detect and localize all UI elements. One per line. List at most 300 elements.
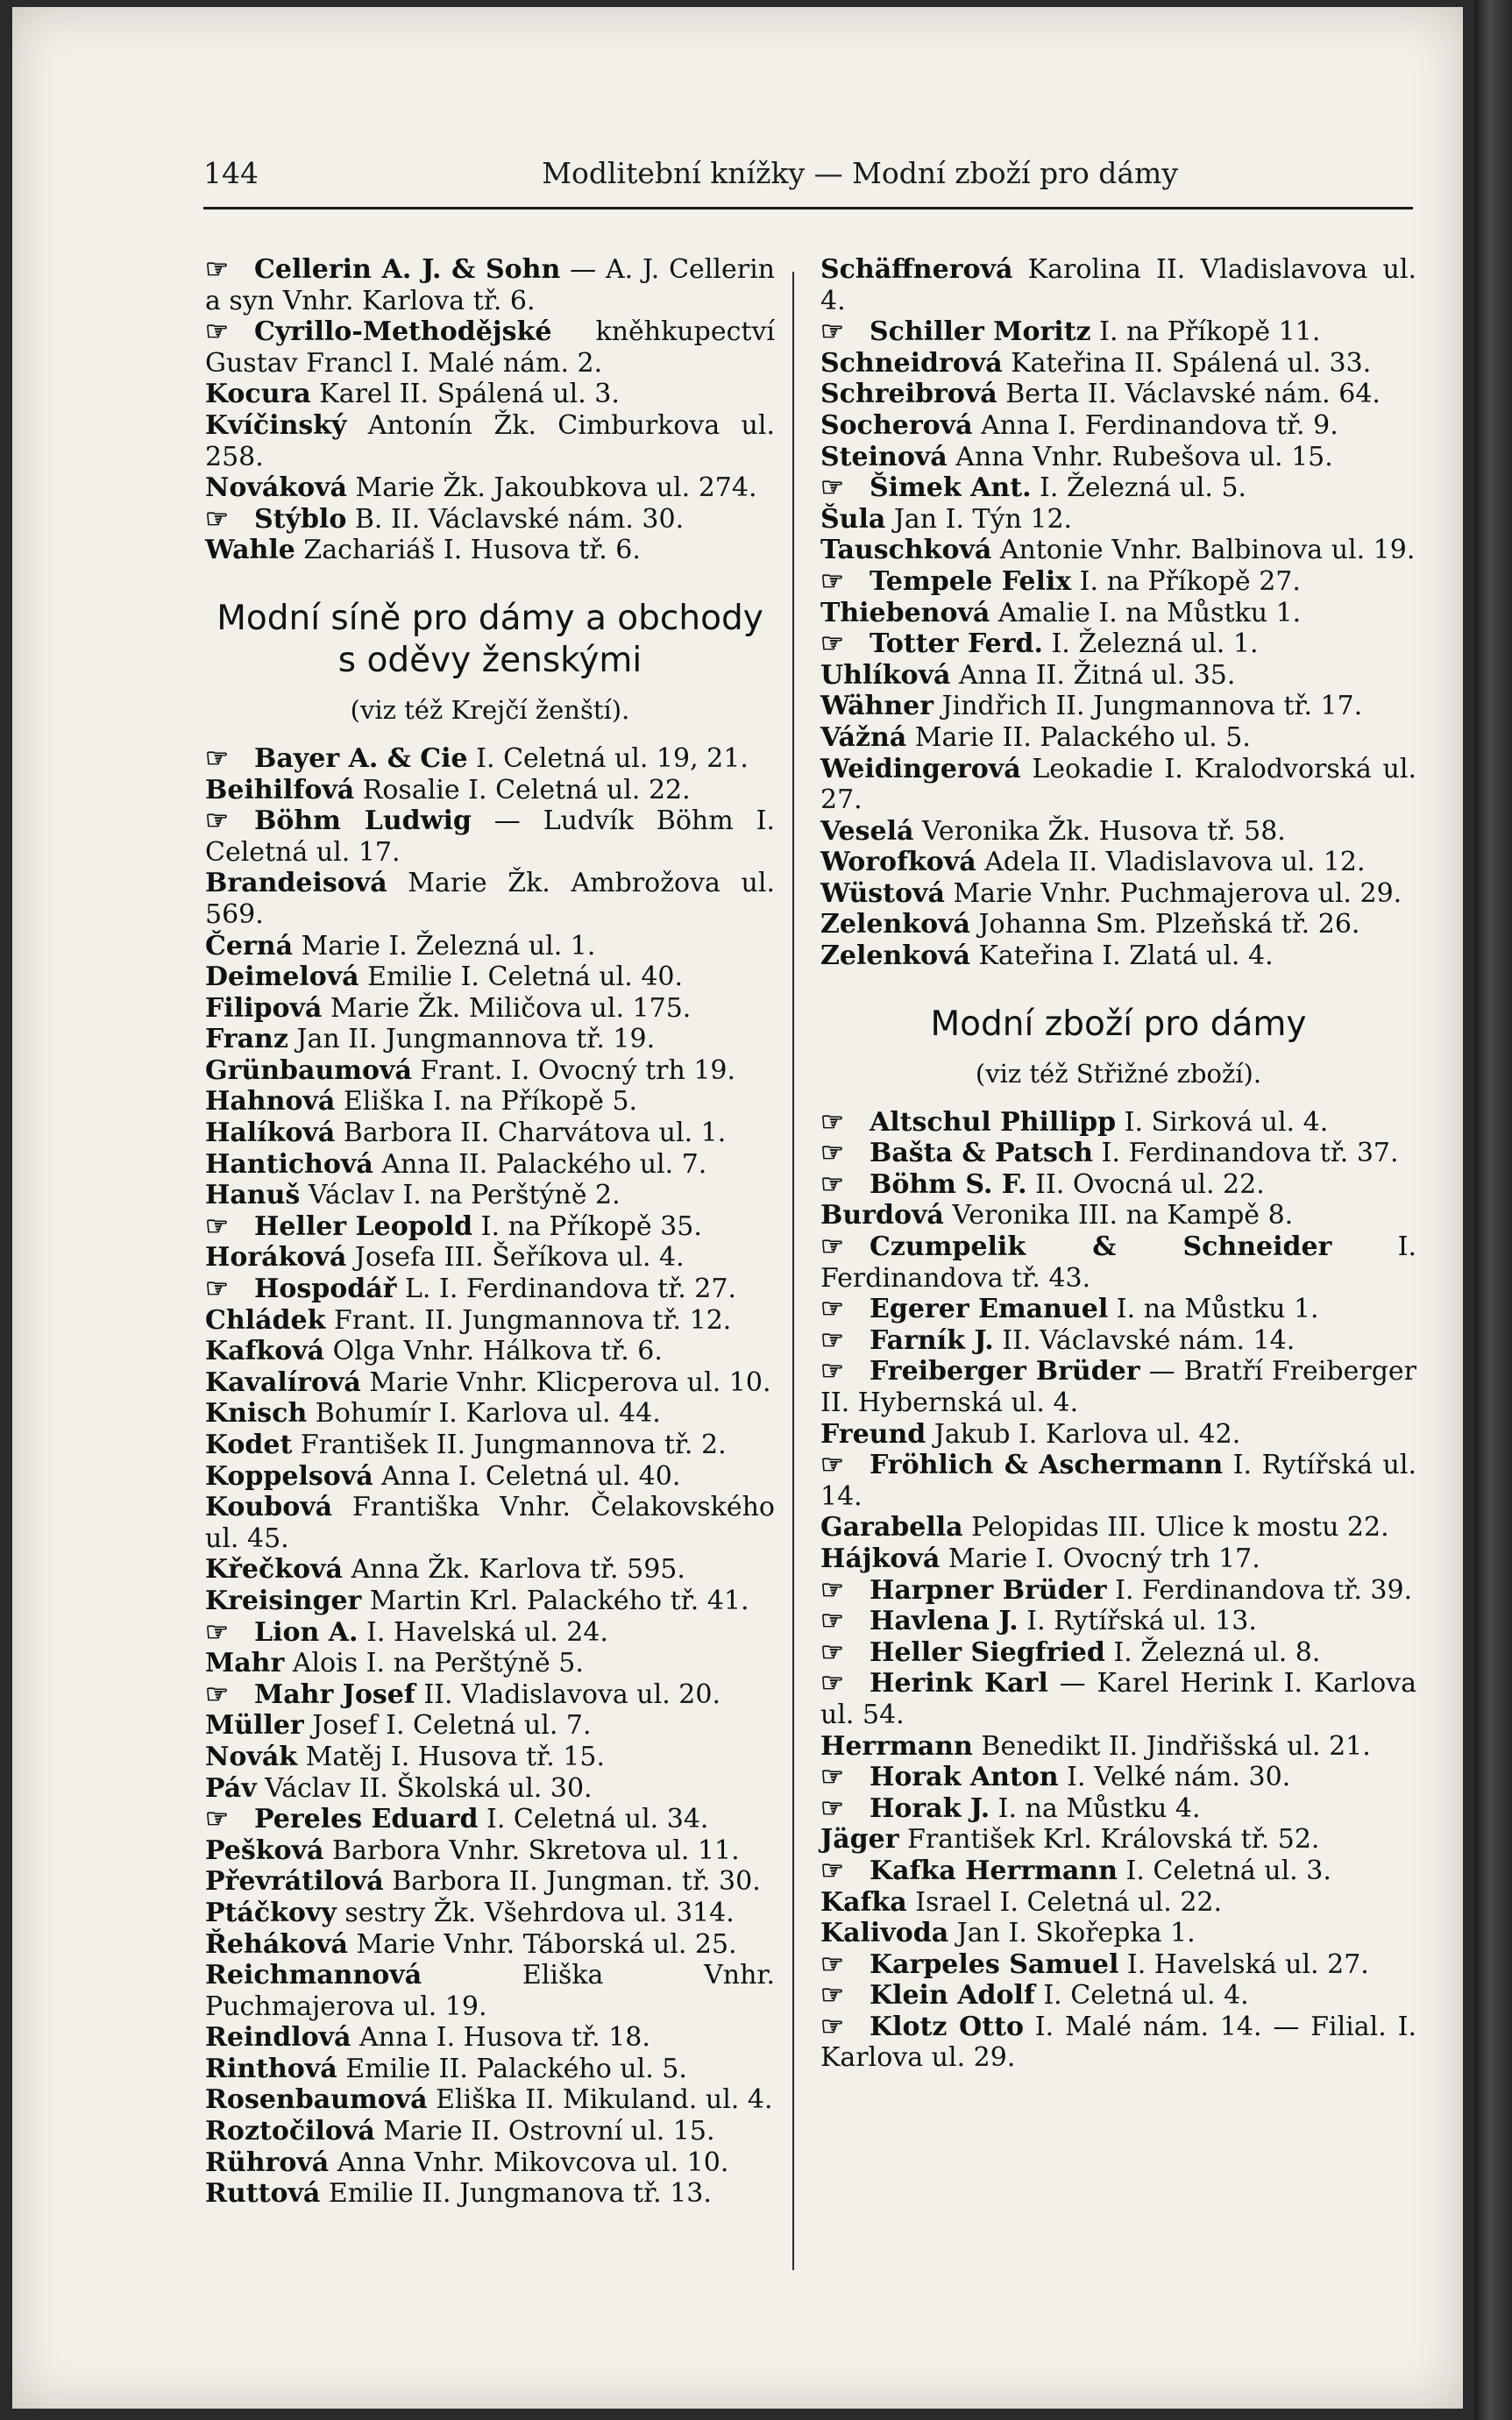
entry-address: Marie II. Ostrovní ul. 15. xyxy=(374,2116,715,2147)
entry-name: Grünbaumová xyxy=(205,1054,412,1086)
directory-entry xyxy=(820,1356,1416,1418)
pointing-hand-icon: ☞ xyxy=(820,1948,841,1980)
entry-name: Bayer A. & Cie xyxy=(254,742,468,774)
entry-address: Berta II. Václavské nám. 64. xyxy=(997,379,1381,410)
entry-address: I. Velké nám. 30. xyxy=(1058,1762,1291,1793)
entry-name: Kafka xyxy=(820,1886,907,1918)
entry-name: Horak J. xyxy=(870,1792,990,1824)
directory-entry xyxy=(205,1461,775,1493)
entry-address: I. Celetná ul. 4. xyxy=(1034,1980,1249,2012)
entry-name: Klotz Otto xyxy=(870,2011,1024,2042)
entry-name: Uhlíková xyxy=(820,659,951,691)
directory-entry xyxy=(820,1949,1416,1981)
entry-name: Müller xyxy=(205,1710,304,1742)
section-subtitle-fashion-salons: (viz též Krejčí ženští). xyxy=(350,694,630,725)
directory-entry xyxy=(820,1294,1416,1325)
entry-name: Schäffnerová xyxy=(820,254,1013,285)
pointing-hand-icon: ☞ xyxy=(205,1804,226,1835)
entry-address: I. Železná ul. 5. xyxy=(1031,472,1247,504)
directory-entry xyxy=(205,2054,775,2085)
entry-address: I. na Příkopě 11. xyxy=(1090,316,1321,348)
entry-address: Bohumír I. Karlova ul. 44. xyxy=(307,1398,661,1430)
entry-address: Pelopidas III. Ulice k mostu 22. xyxy=(962,1512,1389,1544)
pointing-hand-icon: ☞ xyxy=(820,628,841,660)
entry-address: Johanna Sm. Plzeňská tř. 26. xyxy=(969,909,1360,940)
directory-entry xyxy=(205,1274,775,1305)
entry-name: Freiberger Brüder xyxy=(870,1356,1140,1387)
directory-entry xyxy=(820,1980,1416,2012)
entry-name: Kafka Herrmann xyxy=(870,1855,1118,1886)
directory-entry xyxy=(205,1773,775,1805)
directory-entry xyxy=(205,1398,775,1430)
header-rule xyxy=(203,207,1413,209)
pointing-hand-icon: ☞ xyxy=(820,1168,841,1200)
pointing-hand-icon: ☞ xyxy=(820,1668,841,1700)
directory-entry xyxy=(820,1169,1416,1201)
entry-address: Eliška II. Mikuland. ul. 4. xyxy=(427,2084,773,2116)
directory-entry xyxy=(205,1055,775,1087)
directory-entry xyxy=(820,1107,1416,1139)
entry-address: Jan I. Týn 12. xyxy=(885,503,1073,535)
column-divider xyxy=(792,272,794,2270)
entry-address: — Ludvík Böhm I. Celetná ul. 17. xyxy=(205,805,775,868)
entry-address: Benedikt II. Jindřišská ul. 21. xyxy=(972,1730,1371,1762)
entry-address: Josefa III. Šeříkova ul. 4. xyxy=(346,1242,685,1274)
directory-entry xyxy=(205,1430,775,1461)
entry-name: Fröhlich & Aschermann xyxy=(870,1450,1224,1481)
entry-address: L. I. Ferdinandova tř. 27. xyxy=(396,1274,737,1305)
page-number: 144 xyxy=(203,156,259,190)
pointing-hand-icon: ☞ xyxy=(820,565,841,597)
entry-name: Böhm S. F. xyxy=(870,1168,1027,1200)
directory-entry xyxy=(205,1617,775,1649)
entry-name: Kvíčinský xyxy=(205,409,347,441)
entry-address: I. Celetná ul. 34. xyxy=(478,1804,709,1835)
entry-name: Pereles Eduard xyxy=(254,1804,479,1835)
entry-name: Cellerin A. J. & Sohn xyxy=(254,254,561,285)
pointing-hand-icon: ☞ xyxy=(205,1210,226,1242)
entry-name: Vážná xyxy=(820,721,907,753)
entry-name: Knisch xyxy=(205,1398,308,1430)
pointing-hand-icon: ☞ xyxy=(820,472,841,504)
directory-entry xyxy=(820,722,1416,754)
directory-entry xyxy=(205,2147,775,2179)
directory-entry xyxy=(205,2084,775,2116)
right-entries-top xyxy=(820,254,1416,972)
entry-address: Olga Vnhr. Hálkova tř. 6. xyxy=(324,1336,663,1367)
entry-name: Kocura xyxy=(205,379,311,410)
entry-name: Zelenková xyxy=(820,940,970,972)
directory-entry xyxy=(205,962,775,993)
entry-address: Emilie II. Palackého ul. 5. xyxy=(337,2053,687,2084)
entry-address: Martin Krl. Palackého tř. 41. xyxy=(361,1585,749,1616)
running-title: Modlitební knížky — Modní zboží pro dámy xyxy=(542,156,1178,190)
directory-entry xyxy=(205,743,775,775)
directory-entry xyxy=(205,1960,775,2022)
entry-name: Hospodář xyxy=(254,1274,397,1305)
directory-entry xyxy=(205,410,775,472)
entry-name: Kafková xyxy=(205,1336,325,1367)
directory-entry xyxy=(820,691,1416,722)
directory-entry xyxy=(205,1710,775,1742)
directory-entry xyxy=(205,2022,775,2054)
entry-address: Marie I. Železná ul. 1. xyxy=(293,930,596,962)
entry-address: Adela II. Vladislavova ul. 12. xyxy=(976,847,1366,878)
entry-name: Pešková xyxy=(205,1835,324,1866)
entry-name: Křečková xyxy=(205,1554,343,1586)
entry-address: I. Havelská ul. 24. xyxy=(358,1616,608,1648)
directory-entry xyxy=(820,660,1416,692)
directory-entry xyxy=(205,1211,775,1243)
directory-entry xyxy=(820,1887,1416,1919)
directory-entry xyxy=(820,1637,1416,1669)
directory-entry xyxy=(205,1118,775,1149)
entry-name: Egerer Emanuel xyxy=(870,1294,1109,1325)
entry-address: I. Celetná ul. 19, 21. xyxy=(467,742,749,774)
entry-name: Koppelsová xyxy=(205,1460,373,1492)
entry-address: Amalie I. na Můstku 1. xyxy=(990,597,1302,628)
directory-entry xyxy=(205,1648,775,1679)
directory-entry xyxy=(820,754,1416,816)
entry-address: Antonín Žk. Cimburkova ul. 258. xyxy=(205,409,775,472)
entry-name: Veselá xyxy=(820,815,914,847)
entry-address: I. Malé nám. 14. — Filial. I. Karlova ul. 29. xyxy=(820,2011,1416,2074)
entry-name: Czumpelik & Schneider xyxy=(870,1231,1332,1263)
entry-name: Garabella xyxy=(820,1512,963,1544)
entry-name: Filipová xyxy=(205,992,323,1024)
entry-name: Reichmannová xyxy=(205,1960,422,1991)
entry-name: Klein Adolf xyxy=(870,1980,1035,2012)
pointing-hand-icon: ☞ xyxy=(205,316,226,348)
entry-address: I. Ferdinandova tř. 37. xyxy=(1092,1138,1399,1169)
directory-entry xyxy=(820,1856,1416,1887)
directory-entry xyxy=(820,1668,1416,1730)
entry-name: Horak Anton xyxy=(870,1762,1059,1793)
entry-address: — Karel Herink I. Karlova ul. 54. xyxy=(820,1668,1416,1730)
entry-address: Barbora Vnhr. Skretova ul. 11. xyxy=(323,1835,740,1866)
right-column xyxy=(820,254,1416,2074)
directory-entry xyxy=(820,254,1416,316)
entry-address: František Krl. Královská tř. 52. xyxy=(898,1824,1320,1856)
directory-entry xyxy=(820,909,1416,940)
directory-entry xyxy=(205,504,775,536)
entry-name: Worofková xyxy=(820,847,976,878)
directory-entry xyxy=(205,1086,775,1118)
entry-address: I. Rytířská ul. 13. xyxy=(1018,1606,1257,1637)
left-column xyxy=(205,254,775,2210)
entry-name: Chládek xyxy=(205,1304,326,1336)
entry-address: Anna Vnhr. Mikovcova ul. 10. xyxy=(329,2147,729,2178)
left-entries xyxy=(205,743,775,2210)
directory-entry xyxy=(205,254,775,316)
pointing-hand-icon: ☞ xyxy=(820,1138,841,1169)
entry-name: Franz xyxy=(205,1024,288,1055)
entry-name: Herrmann xyxy=(820,1730,973,1762)
entry-address: Jan II. Jungmannova tř. 19. xyxy=(287,1024,656,1055)
entry-address: Anna Žk. Karlova tř. 595. xyxy=(342,1554,685,1586)
entry-name: Socherová xyxy=(820,409,973,441)
entry-address: Anna I. Husova tř. 18. xyxy=(351,2022,650,2054)
directory-entry xyxy=(205,1024,775,1055)
entry-name: Rührová xyxy=(205,2147,330,2178)
entry-address: II. Vladislavova ul. 20. xyxy=(415,1678,721,1710)
entry-name: Jäger xyxy=(820,1824,899,1856)
right-entries xyxy=(820,1107,1416,2074)
entry-address: Zachariáš I. Husova tř. 6. xyxy=(295,535,641,566)
entry-name: Hanuš xyxy=(205,1180,301,1211)
pointing-hand-icon: ☞ xyxy=(820,1762,841,1793)
pointing-hand-icon: ☞ xyxy=(820,1231,841,1263)
entry-name: Deimelová xyxy=(205,962,359,993)
entry-name: Hájková xyxy=(820,1543,941,1574)
directory-entry xyxy=(205,868,775,930)
entry-name: Černá xyxy=(205,930,294,962)
entry-address: B. II. Václavské nám. 30. xyxy=(346,503,685,535)
pointing-hand-icon: ☞ xyxy=(820,1606,841,1637)
entry-name: Tempele Felix xyxy=(870,565,1072,597)
entry-address: Eliška Vnhr. Puchmajerova ul. 19. xyxy=(205,1960,775,2022)
directory-entry xyxy=(205,1367,775,1399)
directory-entry xyxy=(820,1731,1416,1763)
pointing-hand-icon: ☞ xyxy=(820,1574,841,1606)
directory-entry xyxy=(820,442,1416,473)
pointing-hand-icon: ☞ xyxy=(820,316,841,348)
pointing-hand-icon: ☞ xyxy=(205,1678,226,1710)
directory-entry xyxy=(820,316,1416,348)
entry-name: Cyrillo-Methodějské xyxy=(254,316,552,348)
entry-name: Heller Siegfried xyxy=(870,1636,1105,1668)
directory-entry xyxy=(820,1606,1416,1637)
entry-address: Marie Vnhr. Klicperova ul. 10. xyxy=(360,1366,771,1398)
directory-entry xyxy=(820,1138,1416,1169)
pointing-hand-icon: ☞ xyxy=(205,1616,226,1648)
entry-address: Frant. II. Jungmannova tř. 12. xyxy=(325,1304,732,1336)
entry-name: Horáková xyxy=(205,1242,347,1274)
entry-name: Böhm Ludwig xyxy=(254,805,472,837)
entry-name: Kalivoda xyxy=(820,1918,949,1949)
entry-name: Mahr Josef xyxy=(254,1678,415,1710)
entry-address: Anna I. Ferdinandova tř. 9. xyxy=(972,409,1338,441)
entry-name: Roztočilová xyxy=(205,2116,375,2147)
directory-entry xyxy=(820,1793,1416,1825)
directory-entry xyxy=(820,472,1416,504)
entry-name: Steinová xyxy=(820,441,948,472)
entry-name: Freund xyxy=(820,1418,926,1450)
page-edge xyxy=(1474,0,1512,2420)
entry-address: kněhkupectví Gustav Francl I. Malé nám. 2. xyxy=(205,316,775,379)
section-title-fashion-goods: Modní zboží pro dámy xyxy=(930,1004,1307,1044)
entry-name: Burdová xyxy=(820,1200,944,1231)
entry-name: Havlena J. xyxy=(870,1606,1019,1637)
directory-entry xyxy=(820,348,1416,380)
entry-name: Stýblo xyxy=(254,503,347,535)
entry-name: Koubová xyxy=(205,1492,333,1523)
entry-address: — A. J. Cellerin a syn Vnhr. Karlova tř. 6. xyxy=(205,254,775,316)
entry-address: II. Václavské nám. 14. xyxy=(993,1324,1295,1356)
directory-entry xyxy=(820,1544,1416,1575)
pointing-hand-icon: ☞ xyxy=(820,1294,841,1325)
entry-address: Anna Vnhr. Rubešova ul. 15. xyxy=(947,441,1333,472)
entry-address: I. Celetná ul. 3. xyxy=(1117,1855,1331,1886)
entry-address: Karolina II. Vladislavova ul. 4. xyxy=(820,254,1416,316)
entry-address: Josef I. Celetná ul. 7. xyxy=(303,1710,592,1742)
entry-address: Karel II. Spálená ul. 3. xyxy=(310,379,620,410)
entry-address: II. Ovocná ul. 22. xyxy=(1026,1168,1265,1200)
left-entries-top xyxy=(205,254,775,566)
directory-entry xyxy=(205,1929,775,1961)
entry-address: Anna II. Palackého ul. 7. xyxy=(373,1148,707,1180)
entry-address: Jan I. Skořepka 1. xyxy=(948,1918,1196,1949)
entry-address: I. na Můstku 4. xyxy=(990,1792,1201,1824)
pointing-hand-icon: ☞ xyxy=(205,805,226,837)
entry-address: Anna II. Žitná ul. 35. xyxy=(950,659,1236,691)
entry-name: Ptáčkovy xyxy=(205,1897,337,1928)
directory-entry xyxy=(205,1305,775,1337)
entry-address: Matěj I. Husova tř. 15. xyxy=(297,1741,605,1772)
directory-entry xyxy=(820,878,1416,910)
entry-address: I. Ferdinandova tř. 43. xyxy=(820,1231,1416,1294)
directory-entry xyxy=(820,535,1416,566)
entry-address: Františka Vnhr. Čelakovského ul. 45. xyxy=(205,1492,775,1554)
entry-address: I. na Příkopě 27. xyxy=(1071,565,1301,597)
entry-address: Emilie II. Jungmanova tř. 13. xyxy=(320,2178,712,2210)
section-title-fashion-salons: Modní síně pro dámy a obchody s oděvy ženskými xyxy=(217,598,763,680)
entry-address: Marie Vnhr. Puchmajerova ul. 29. xyxy=(944,877,1402,909)
entry-address: Barbora II. Charvátova ul. 1. xyxy=(335,1118,727,1149)
pointing-hand-icon: ☞ xyxy=(820,1324,841,1356)
directory-entry xyxy=(820,410,1416,442)
entry-name: Kodet xyxy=(205,1430,293,1460)
entry-name: Farník J. xyxy=(870,1324,994,1356)
entry-name: Šimek Ant. xyxy=(870,472,1032,504)
entry-address: I. Železná ul. 8. xyxy=(1104,1636,1321,1668)
directory-entry xyxy=(820,1325,1416,1357)
entry-address: I. Sirková ul. 4. xyxy=(1116,1106,1329,1138)
entry-address: Veronika Žk. Husova tř. 58. xyxy=(913,815,1286,847)
book-page xyxy=(12,7,1463,2409)
entry-name: Kreisinger xyxy=(205,1585,362,1616)
entry-address: Kateřina I. Zlatá ul. 4. xyxy=(969,940,1274,972)
entry-address: Leokadie I. Kralodvorská ul. 27. xyxy=(820,753,1416,816)
entry-address: Anna I. Celetná ul. 40. xyxy=(373,1460,681,1492)
directory-entry xyxy=(205,1866,775,1898)
entry-name: Reindlová xyxy=(205,2022,351,2054)
entry-name: Halíková xyxy=(205,1118,336,1149)
directory-entry xyxy=(820,847,1416,878)
entry-name: Beihilfová xyxy=(205,774,355,805)
directory-entry xyxy=(205,1679,775,1711)
directory-entry xyxy=(205,316,775,379)
entry-name: Karpeles Samuel xyxy=(870,1948,1119,1980)
entry-name: Wüstová xyxy=(820,877,945,909)
directory-entry xyxy=(205,379,775,410)
entry-name: Schreibrová xyxy=(820,379,997,410)
entry-address: I. Železná ul. 1. xyxy=(1042,628,1259,660)
directory-entry xyxy=(820,2012,1416,2074)
entry-address: Eliška I. na Příkopě 5. xyxy=(335,1086,638,1118)
directory-entry xyxy=(205,1835,775,1867)
directory-entry xyxy=(820,1762,1416,1793)
directory-entry xyxy=(205,472,775,504)
entry-name: Páv xyxy=(205,1772,257,1804)
pointing-hand-icon: ☞ xyxy=(205,742,226,774)
entry-address: Marie Žk. Jakoubkova ul. 274. xyxy=(346,472,757,504)
directory-entry xyxy=(205,1804,775,1835)
entry-name: Tauschková xyxy=(820,535,992,566)
entry-address: Marie Žk. Ambrožova ul. 569. xyxy=(205,868,775,930)
directory-entry xyxy=(820,1231,1416,1294)
pointing-hand-icon: ☞ xyxy=(820,1106,841,1138)
entry-name: Brandeisová xyxy=(205,868,387,899)
entry-name: Rosenbaumová xyxy=(205,2084,428,2116)
directory-entry xyxy=(820,1918,1416,1949)
entry-address: Antonie Vnhr. Balbinova ul. 19. xyxy=(991,535,1416,566)
directory-entry xyxy=(205,1586,775,1617)
entry-name: Převrátilová xyxy=(205,1866,384,1898)
directory-entry xyxy=(820,1824,1416,1856)
entry-address: I. Rytířská ul. 14. xyxy=(820,1450,1416,1512)
entry-name: Novák xyxy=(205,1741,298,1772)
directory-entry xyxy=(205,1492,775,1554)
entry-name: Thiebenová xyxy=(820,597,990,628)
entry-address: — Bratří Freiberger II. Hybernská ul. 4. xyxy=(820,1356,1416,1418)
directory-entry xyxy=(820,504,1416,536)
entry-address: sestry Žk. Všehrdova ul. 314. xyxy=(336,1897,735,1928)
directory-entry xyxy=(820,1512,1416,1544)
directory-entry xyxy=(820,379,1416,410)
entry-name: Schneidrová xyxy=(820,347,1003,379)
running-header xyxy=(12,156,1463,200)
pointing-hand-icon: ☞ xyxy=(820,1450,841,1481)
pointing-hand-icon: ☞ xyxy=(820,2011,841,2042)
entry-name: Kavalírová xyxy=(205,1366,361,1398)
section-subtitle-fashion-goods: (viz též Střižné zboží). xyxy=(975,1058,1262,1089)
entry-name: Weidingerová xyxy=(820,753,1021,784)
directory-entry xyxy=(205,2116,775,2147)
directory-entry xyxy=(205,931,775,962)
entry-name: Heller Leopold xyxy=(254,1210,473,1242)
entry-address: Václav II. Školská ul. 30. xyxy=(256,1772,593,1804)
directory-entry xyxy=(820,1575,1416,1607)
entry-name: Schiller Moritz xyxy=(870,316,1091,348)
entry-name: Wähner xyxy=(820,691,934,722)
entry-address: Marie Žk. Miličova ul. 175. xyxy=(322,992,692,1024)
pointing-hand-icon: ☞ xyxy=(820,1636,841,1668)
entry-address: I. Ferdinandova tř. 39. xyxy=(1106,1574,1413,1606)
entry-name: Hantichová xyxy=(205,1148,373,1180)
entry-name: Bašta & Patsch xyxy=(870,1138,1093,1169)
entry-name: Mahr xyxy=(205,1648,285,1679)
directory-entry xyxy=(205,775,775,806)
entry-name: Šula xyxy=(820,503,886,535)
pointing-hand-icon: ☞ xyxy=(820,1855,841,1886)
directory-entry xyxy=(205,993,775,1025)
directory-entry xyxy=(820,1419,1416,1451)
directory-entry xyxy=(820,816,1416,848)
entry-name: Řeháková xyxy=(205,1928,348,1960)
entry-name: Harpner Brüder xyxy=(870,1574,1107,1606)
entry-address: Alois I. na Perštýně 5. xyxy=(284,1648,584,1679)
directory-entry xyxy=(205,1180,775,1211)
entry-name: Lion A. xyxy=(254,1616,358,1648)
entry-address: Veronika III. na Kampě 8. xyxy=(943,1200,1294,1231)
directory-entry xyxy=(820,940,1416,972)
directory-entry xyxy=(205,805,775,868)
entry-address: I. na Příkopě 35. xyxy=(472,1210,702,1242)
entry-address: Israel I. Celetná ul. 22. xyxy=(906,1886,1223,1918)
directory-entry xyxy=(820,628,1416,660)
pointing-hand-icon: ☞ xyxy=(205,1274,226,1305)
